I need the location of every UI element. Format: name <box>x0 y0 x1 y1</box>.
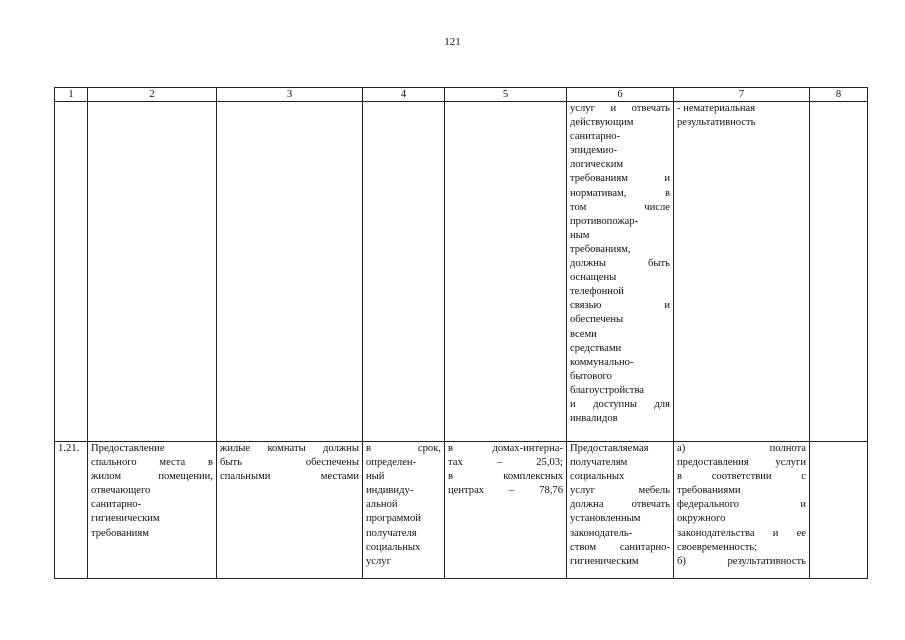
cell-line: услуг мебель <box>570 485 670 497</box>
cell-line: б) результативность <box>677 555 806 567</box>
table-cell <box>217 102 363 442</box>
cell-line: и доступны для <box>570 398 670 410</box>
cell-line: требованиям <box>91 527 149 539</box>
cell-line: требованиями <box>677 485 741 497</box>
cell-line: в комплексных <box>448 471 563 483</box>
cell-line: услуг и отвечать <box>570 103 670 114</box>
cell-line: ством санитарно- <box>570 541 670 553</box>
tariff-cell <box>445 442 567 579</box>
cell-line: том числе <box>570 201 670 213</box>
column-header: 8 <box>810 88 868 102</box>
cell-line: жилом помещении, <box>91 471 213 483</box>
cell-line: спального места в <box>91 457 213 469</box>
conditions-cell <box>567 442 674 579</box>
cell-line: индивиду- <box>366 485 414 497</box>
cell-line: программой <box>366 513 421 525</box>
table-cell <box>810 442 868 579</box>
page-number: 121 <box>444 36 461 48</box>
cell-line: центрах – 78,76 <box>448 485 563 497</box>
table-cell <box>445 102 567 442</box>
cell-line: установленным <box>570 513 641 525</box>
cell-line: своевременность; <box>677 541 758 553</box>
cell-line: спальными местами <box>220 471 359 483</box>
column-header: 2 <box>88 88 217 102</box>
cell-line: в домах-интерна- <box>448 443 563 454</box>
cell-line: всеми <box>570 328 597 340</box>
table-cell <box>55 102 88 442</box>
cell-line: логическим <box>570 159 624 171</box>
cell-line: требованиям, <box>570 243 631 255</box>
cell-line: быть обеспечены <box>220 457 359 469</box>
column-header: 6 <box>567 88 674 102</box>
cell-line: действующим <box>570 117 634 129</box>
cell-line: альной <box>366 499 398 511</box>
cell-line: санитарно- <box>91 499 142 511</box>
continuation-col6-cell <box>567 102 674 442</box>
cell-line: эпидемио- <box>570 145 618 157</box>
cell-line: тах – 25,03; <box>448 457 563 469</box>
cell-line: отвечающего <box>91 485 151 497</box>
column-header: 4 <box>363 88 445 102</box>
cell-line: в срок, <box>366 443 441 454</box>
cell-line: требованиям и <box>570 173 670 185</box>
cell-line: - нематериальная <box>677 103 756 114</box>
row-number: 1.21. <box>55 442 88 579</box>
cell-line: социальных <box>366 541 421 553</box>
cell-line: законодательства и ее <box>677 527 806 539</box>
cell-line: гигиеническим <box>91 513 160 525</box>
cell-line: законодатель- <box>570 527 633 539</box>
cell-line: в соответствии с <box>677 471 806 483</box>
table-row-continuation <box>55 102 868 442</box>
cell-line: коммунально- <box>570 356 634 368</box>
column-header: 7 <box>674 88 810 102</box>
quality-indicators-cell <box>674 442 810 579</box>
cell-line: санитарно- <box>570 131 621 143</box>
service-name-cell <box>88 442 217 579</box>
cell-line: а) полнота <box>677 443 806 454</box>
table-cell <box>88 102 217 442</box>
continuation-col7-cell <box>674 102 810 442</box>
cell-line: инвалидов <box>570 413 618 425</box>
cell-line: получателям <box>570 457 628 469</box>
cell-line: телефонной <box>570 286 624 298</box>
service-term-cell <box>363 442 445 579</box>
table-cell <box>810 102 868 442</box>
cell-line: окружного <box>677 513 726 525</box>
cell-line: ным <box>570 229 590 241</box>
table-row-1-21 <box>55 442 868 579</box>
cell-line: оснащены <box>570 272 617 284</box>
cell-line: средствами <box>570 342 622 354</box>
cell-line: обеспечены <box>570 314 624 326</box>
cell-line: услуг <box>366 555 391 567</box>
column-header: 1 <box>55 88 88 102</box>
cell-line: ный <box>366 471 385 483</box>
table-cell <box>363 102 445 442</box>
column-header: 3 <box>217 88 363 102</box>
cell-line: жилые комнаты должны <box>220 443 359 454</box>
service-description-cell <box>217 442 363 579</box>
column-header: 5 <box>445 88 567 102</box>
cell-line: федерального и <box>677 499 806 511</box>
cell-line: должна отвечать <box>570 499 670 511</box>
cell-line: Предоставляемая <box>570 443 649 454</box>
cell-line: предоставления услуги <box>677 457 806 469</box>
cell-line: бытового <box>570 370 612 382</box>
services-table <box>54 87 868 579</box>
cell-line: Предоставление <box>91 443 165 454</box>
cell-line: определен- <box>366 457 417 469</box>
table-header-row <box>55 88 868 102</box>
cell-line: противопожар- <box>570 215 639 227</box>
cell-line: должны быть <box>570 258 670 270</box>
cell-line: нормативам, в <box>570 187 670 199</box>
cell-line: связью и <box>570 300 670 312</box>
cell-line: социальных <box>570 471 625 483</box>
cell-line: результативность <box>677 117 756 129</box>
cell-line: получателя <box>366 527 417 539</box>
cell-line: гигиеническим <box>570 555 639 567</box>
cell-line: благоустройства <box>570 384 645 396</box>
